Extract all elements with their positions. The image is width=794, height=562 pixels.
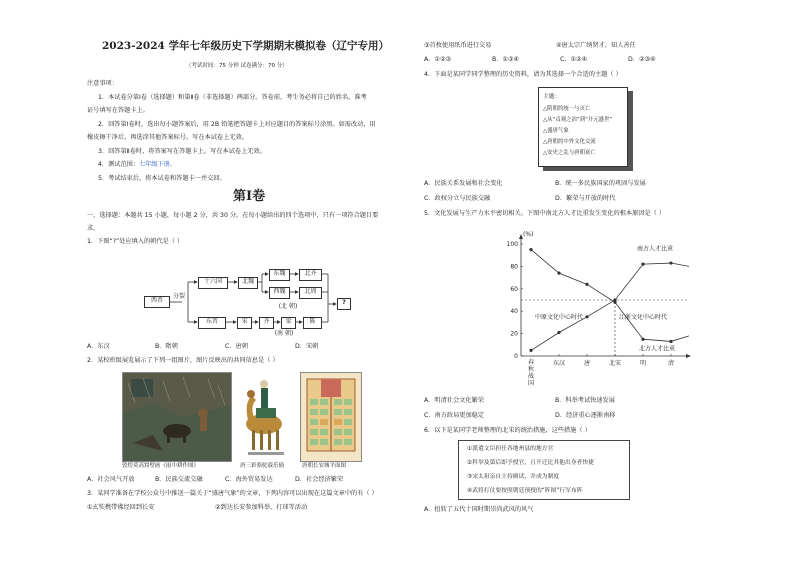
q2-option-d: D．社会经济繁荣 xyxy=(295,476,344,483)
data-point xyxy=(557,272,560,275)
q4-option-d: D．繁荣与开放的时代 xyxy=(555,195,616,202)
q1-stem: 1．下图“?”处应填入的朝代是（ ） xyxy=(87,238,184,245)
x-tick-label: 国 xyxy=(527,380,535,387)
dynasty-chen: 陈 xyxy=(303,317,322,329)
series-line xyxy=(531,250,671,342)
y-tick-label: 100 xyxy=(506,241,518,248)
data-point xyxy=(641,263,644,266)
q3-item-4: ④唐太宗广纳贤才，知人善任 xyxy=(556,42,636,49)
q4-option-c: C．政权分立与民族交融 xyxy=(424,195,491,202)
card-item: △唐朝的中外文化交流 xyxy=(543,139,596,145)
note-line: 2．回答第Ⅰ卷时，选出每小题答案后，用 2B 铅笔把答题卡上对应题目的答案标号涂黑。如需改动，用 xyxy=(98,121,376,128)
data-point xyxy=(557,331,560,334)
q5-stem: 5．文化发展与生产力水平密切相关。下图中南北方人才比重发生变化的根本原因是（ ） xyxy=(424,210,666,217)
x-tick-label: 明 xyxy=(639,360,647,367)
changan-plan-image xyxy=(300,372,362,462)
q5-option-d: D．经济重心逐渐南移 xyxy=(555,412,616,419)
dynasty-dongwei: 东魏 xyxy=(269,269,290,281)
q1-option-b: B．隋朝 xyxy=(155,343,178,350)
section-instruction: 求。 xyxy=(87,225,100,232)
label-nan-chao: (南 朝) xyxy=(274,330,294,337)
x-tick-label: 清 xyxy=(667,360,675,367)
q2-caption-mural: 敦煌莫高窟壁画《雨中耕作图》 xyxy=(122,463,200,469)
dynasty-song: 宋 xyxy=(237,317,252,329)
q2-stem: 2．某校班级展览展示了下列一组图片，图片反映出的共同信息是（ ） xyxy=(87,357,279,364)
x-tick-label: 春 xyxy=(527,359,535,366)
q1-dynasty-diagram xyxy=(140,264,370,342)
dynasty-beizhou: 北周 xyxy=(299,287,322,299)
series-line-tail xyxy=(671,263,689,266)
q6-stem: 6．以下是某同学老师整理的北宋的统治措施，这些措施（ ） xyxy=(424,427,591,434)
q6-measure: ③宋太祖亲自主持殿试，并成为制度 xyxy=(467,474,560,480)
y-axis-label: (%) xyxy=(523,231,534,238)
y-tick-label: 0 xyxy=(514,353,518,360)
q2-caption-changan: 唐朝长安城平面图 xyxy=(302,463,347,469)
data-point xyxy=(585,315,588,318)
data-point xyxy=(613,298,616,301)
y-tick-label: 40 xyxy=(510,308,518,316)
card-item: △盛唐气象 xyxy=(543,128,569,134)
label-fenlie: 分裂 xyxy=(172,293,185,300)
note-scope-label: 4．测试范围： xyxy=(98,161,140,168)
q4-option-a: A．民族关系发展和社会变化 xyxy=(424,180,503,187)
q3-item-1: ①玄奘携带佛经回到长安 xyxy=(87,504,155,511)
note-line: 证号填写在答题卡上。 xyxy=(87,107,149,114)
dynasty-liang: 梁 xyxy=(281,317,296,329)
x-tick-label: 唐 xyxy=(583,360,591,367)
dynasty-beiqi: 北齐 xyxy=(299,269,322,281)
dynasty-dongjin: 东晋 xyxy=(198,317,226,329)
annotation-south-share: 南方人才比重 xyxy=(637,245,674,253)
note-scope-value: 七年级下册。 xyxy=(139,161,177,168)
dynasty-xiwei: 西魏 xyxy=(269,287,290,299)
q2-option-b: B．民族交流交融 xyxy=(155,476,203,483)
annotation-jiangzhe: 江浙文化中心时代 xyxy=(619,314,668,322)
q6-measures-box xyxy=(458,440,630,500)
q4-topic-card xyxy=(538,87,632,171)
q5-option-b: B．科举考试快速发展 xyxy=(555,397,615,404)
data-point xyxy=(641,338,644,341)
q1-option-c: C．唐朝 xyxy=(225,343,248,350)
q3-option-c: C．①②④ xyxy=(560,56,588,63)
note-line: 橡皮擦干净后，再选涂其他答案标号。写在本试卷上无效。 xyxy=(87,134,248,141)
series-line-tail xyxy=(671,336,689,342)
x-tick-label: 战 xyxy=(527,373,535,380)
y-tick-label: 60 xyxy=(510,285,518,293)
unknown-dynasty: ? xyxy=(337,298,351,310)
note-line: 3．回答第Ⅱ卷时，将答案写在答题卡上。写在本试卷上无效。 xyxy=(98,148,266,155)
q6-option-a: A．扭转了五代十国时期崇尚武风的风气 xyxy=(424,506,534,513)
annotation-north-share: 北方人才比重 xyxy=(639,345,676,353)
notes-heading: 注意事项： xyxy=(87,80,118,87)
q6-measure: ①派遣文臣担任各地州县的地方官 xyxy=(467,446,554,452)
x-tick-label: 东汉 xyxy=(552,360,566,367)
dynasty-beiwei: 北魏 xyxy=(238,277,258,289)
note-line: 5．考试结束后，将本试卷和答题卡一并交回。 xyxy=(98,175,226,182)
annotation-zhongyuan: 中原文化中心时代 xyxy=(535,314,584,322)
card-item: △安史之乱与唐朝衰亡 xyxy=(543,150,596,156)
card-item: △隋朝的统一与灭亡 xyxy=(543,106,591,112)
section-title: 第Ⅰ卷 xyxy=(233,189,266,204)
x-tick-label: 北宋 xyxy=(608,360,622,367)
q3-option-a: A．①②③ xyxy=(424,56,452,63)
mural-image xyxy=(122,372,232,462)
q6-measure: ②科举及第后即予授官，且升迁比其他出身者快捷 xyxy=(467,460,594,466)
q3-item-2: ②到达长安参加科举、打球等活动 xyxy=(215,504,308,511)
y-tick-label: 20 xyxy=(510,330,518,338)
q5-option-c: C．南方政局更加稳定 xyxy=(424,412,485,419)
x-tick-label: 秋 xyxy=(527,366,535,373)
note-line xyxy=(98,161,176,169)
q3-stem: 3．某同学准备在学校公众号中推送一篇关于“盛唐气象”的文章，下列内容可以出现在这篇文章中的有（ ） xyxy=(87,490,378,497)
series-line xyxy=(531,263,671,350)
card-item: △从“贞观之治”到“开元盛世” xyxy=(543,117,613,123)
dynasty-qi: 齐 xyxy=(259,317,274,329)
card-heading: 主题： xyxy=(543,94,561,100)
q3-item-3: ③首枚使用纸币进行交易 xyxy=(424,42,492,49)
q1-option-a: A．东汉 xyxy=(87,343,110,350)
q1-option-d: D．宋朝 xyxy=(295,343,319,350)
dynasty-xijin: 西晋 xyxy=(144,296,170,308)
q3-option-d: D．②③④ xyxy=(628,56,656,63)
dynasty-shiliuguo: 十六国 xyxy=(198,277,228,289)
page-title: 2023-2024 学年七年级历史下学期期末模拟卷（辽宁专用） xyxy=(102,40,389,52)
q2-option-c: C．海外贸易发达 xyxy=(225,476,273,483)
exam-subtitle: （考试时间：75 分钟 试卷满分：70 分） xyxy=(186,63,288,69)
q6-measure: ④武将打仗要按照朝廷预授的“阵图”行军布阵 xyxy=(467,488,583,494)
data-point xyxy=(585,283,588,286)
q2-caption-camel: 唐三彩骆驼载乐俑 xyxy=(240,463,285,469)
data-point xyxy=(529,248,532,251)
y-tick-label: 80 xyxy=(510,263,518,271)
note-line: 1．本试卷分第Ⅰ卷（选择题）和第Ⅱ卷（非选择题）两部分。答卷前，考生务必将自己的姓名、准考 xyxy=(98,94,367,101)
q3-option-b: B．①③④ xyxy=(492,56,520,63)
data-point xyxy=(529,349,532,352)
q2-option-a: A．社会风气开放 xyxy=(87,476,135,483)
q5-option-a: A．明清社会文化繁荣 xyxy=(424,397,484,404)
label-bei-chao: (北 朝) xyxy=(278,303,298,310)
section-instruction: 一、选择题：本题共 15 小题，每小题 2 分，共 30 分。在每小题给出的四个选项中，只有一项符合题目要 xyxy=(87,212,379,219)
x-axis-arrow xyxy=(686,354,691,358)
camel-image xyxy=(234,372,296,460)
q4-stem: 4．下面是某同学同学整理的历史资料，请为其选择一个合适的主题（ ） xyxy=(424,71,622,78)
q5-line-chart xyxy=(505,222,695,392)
q4-option-b: B．统一多民族国家的巩固与发展 xyxy=(555,180,646,187)
